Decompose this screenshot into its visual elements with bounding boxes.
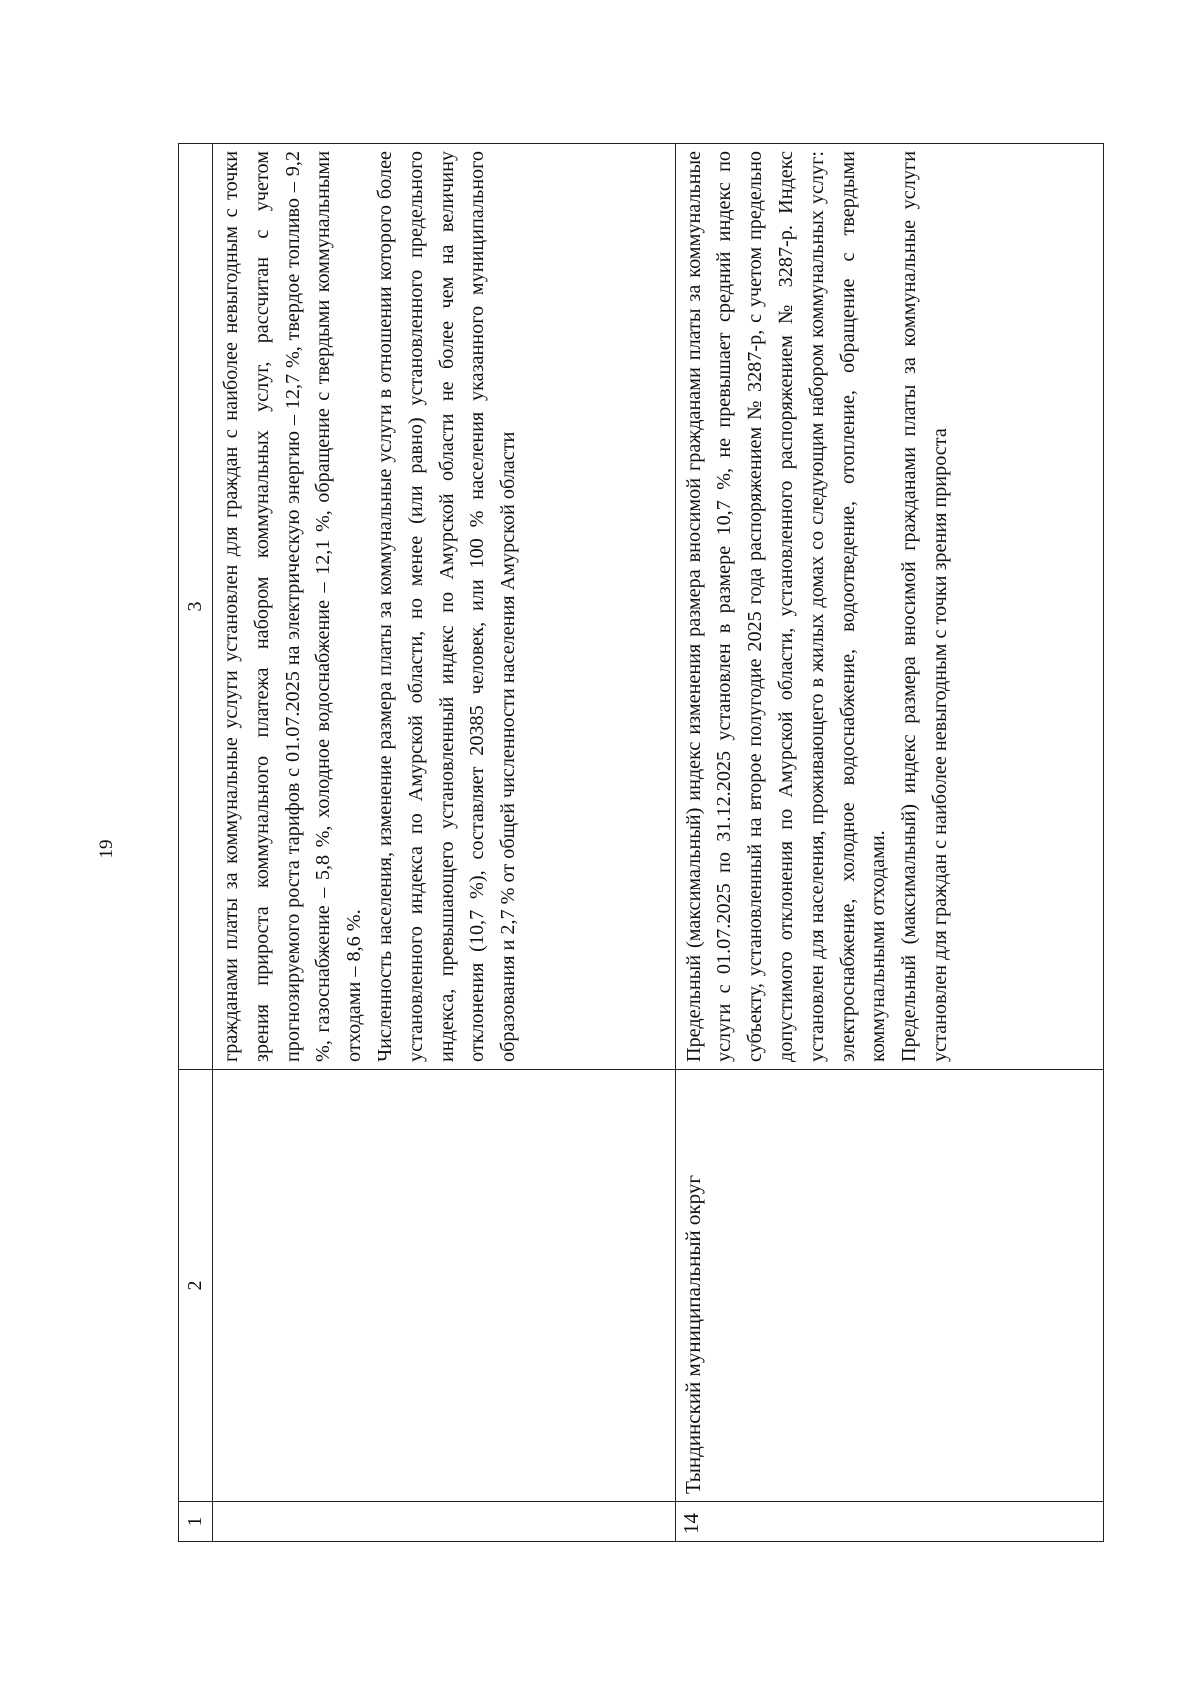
rotated-table-frame — [178, 144, 1104, 1542]
description-paragraph: Предельный (максимальный) индекс размера вносимой гражданами платы за коммунальные услуги установлен для граждан с наиболее невыгодным с точки зрения прироста — [898, 151, 951, 1062]
page-number: 19 — [96, 839, 117, 859]
tariff-index-table — [178, 143, 1104, 1542]
header-col-3: 3 — [179, 144, 213, 1070]
description-paragraph: Численность населения, изменение размера платы за коммунальные услуги в отношении которого более установленного индекса по Амурской области, но менее (или равно) установленного предельного индекса, превышающего установленный индекс по Амурской области не более чем на величину отклонения (10,7 %), составляет 20385 человек, или 100 % населения указанного муниципального образования и 2,7 % от общей численности населения Амурской области — [374, 151, 520, 1062]
row-number-cell — [213, 1502, 676, 1542]
table-row — [675, 144, 1103, 1542]
table-header-row — [179, 144, 213, 1542]
table-row — [213, 144, 676, 1542]
row-number-cell: 14 — [675, 1502, 1103, 1542]
description-cell — [675, 144, 1103, 1070]
municipality-name-cell — [213, 1070, 676, 1502]
header-col-1: 1 — [179, 1502, 213, 1542]
municipality-name-cell: Тындинский муниципальный округ — [675, 1070, 1103, 1502]
header-col-2: 2 — [179, 1070, 213, 1502]
description-cell — [213, 144, 676, 1070]
description-paragraph: гражданами платы за коммунальные услуги установлен для граждан с наиболее невыгодным с точки зрения прироста коммунального платежа набором коммунальных услуг, рассчитан с учетом прогнозируемого роста тарифов с 01.07.2025 на электрическую энергию – 12,7 %, твердое топливо – 9,2 %, газоснабжение – 5,8 %, холодное водоснабжение – 12,1 %, обращение с твердыми коммунальными отходами – 8,6 %. — [220, 151, 366, 1062]
description-paragraph: Предельный (максимальный) индекс изменения размера вносимой гражданами платы за коммунальные услуги с 01.07.2025 по 31.12.2025 установлен в размере 10,7 %, не превышает средний индекс по субъекту, установленный на второе полугодие 2025 года распоряжением № 3287-р, с учетом предельно допустимого отклонения по Амурской области, установленного распоряжением № 3287-р. Индекс установлен для населения, проживающего в жилых домах со следующим набором коммунальных услуг: электроснабжение, холодное водоснабжение, водоотведение, отопление, обращение с твердыми коммунальными отходами. — [682, 151, 890, 1062]
